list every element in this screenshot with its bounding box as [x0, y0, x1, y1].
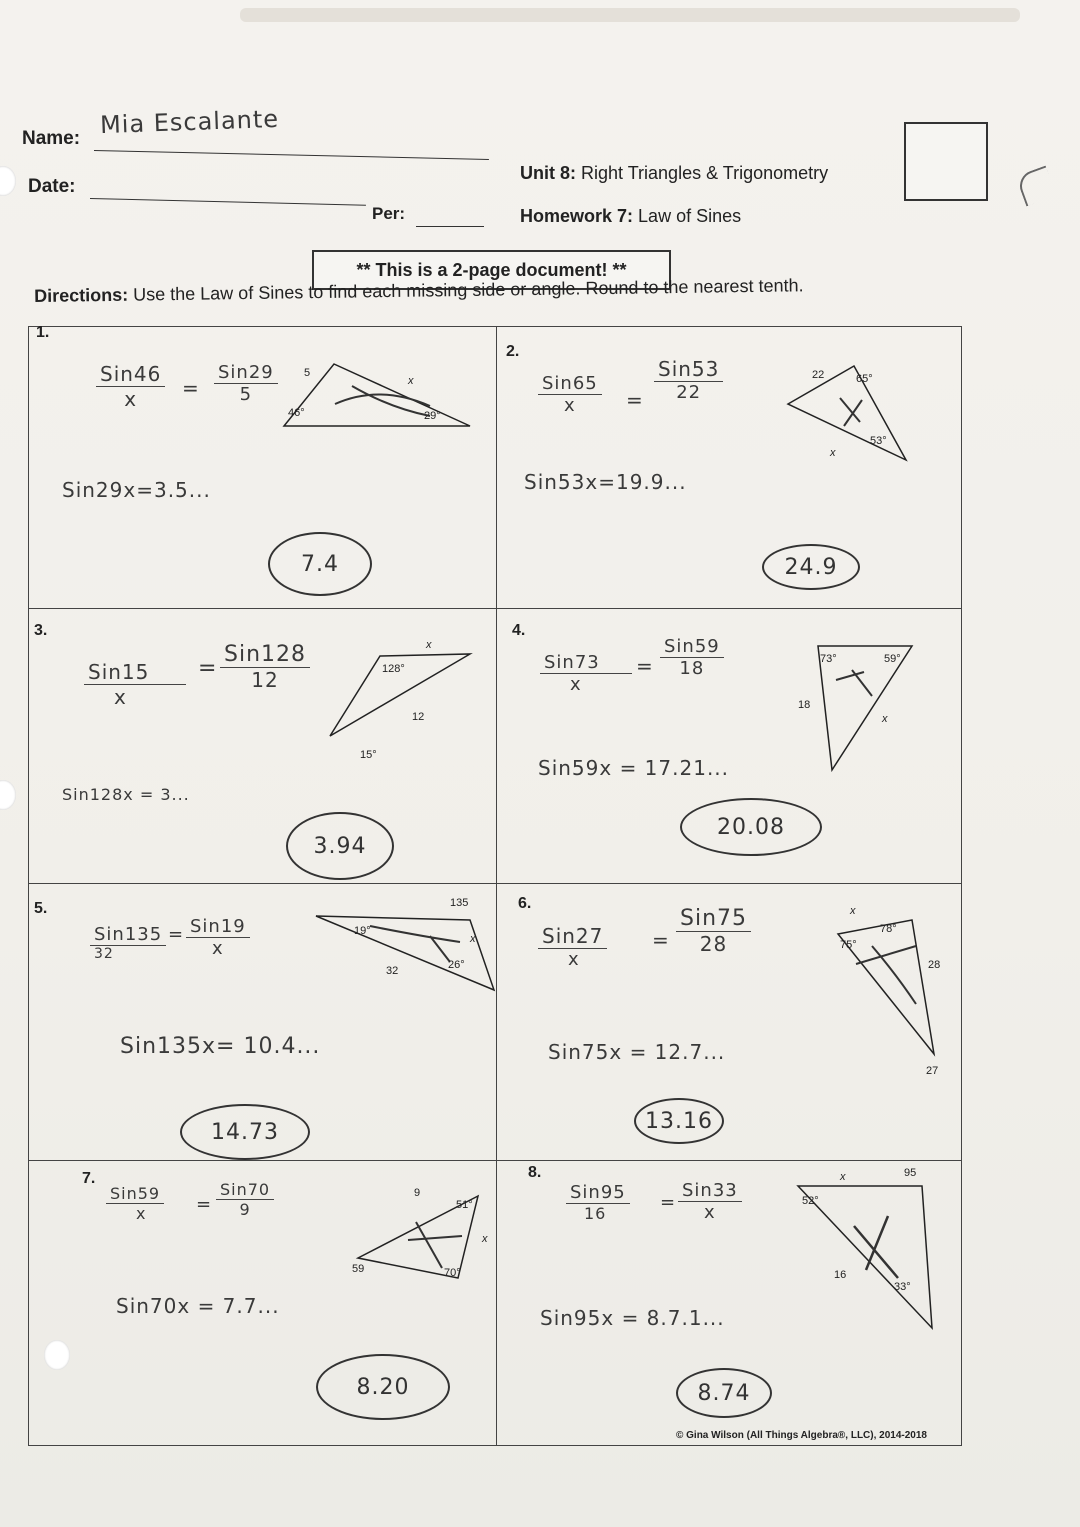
triangle-label: 9 — [414, 1187, 421, 1199]
answer-circle: 8.20 — [316, 1354, 450, 1420]
equation-right: Sin33 x — [678, 1180, 742, 1223]
triangle-label: 53° — [870, 435, 887, 447]
homework-title: Homework 7: Law of Sines — [520, 206, 742, 226]
triangle-label: 29° — [424, 410, 441, 422]
triangle-diagram — [320, 636, 480, 761]
problem-number: 2. — [506, 343, 520, 360]
triangle-label: 46° — [288, 407, 305, 419]
per-label: Per: — [372, 204, 406, 223]
work-line: Sin135x= 10.4... — [120, 1034, 321, 1059]
triangle-label: 16 — [834, 1269, 847, 1281]
triangle-label: x — [840, 1171, 846, 1183]
problem-number: 8. — [528, 1164, 542, 1181]
work-line: Sin75x = 12.7... — [548, 1040, 726, 1064]
equation-left: Sin135 32 — [90, 924, 166, 962]
equation-right: Sin29 5 — [214, 362, 278, 405]
work-line: Sin59x = 17.21... — [538, 756, 730, 780]
equation-left: Sin27 x — [538, 924, 607, 970]
equation-left: Sin65 x — [538, 373, 602, 416]
equation-right: Sin128 12 — [220, 642, 310, 692]
problem-number: 3. — [34, 622, 48, 639]
answer-circle: 8.74 — [676, 1368, 772, 1418]
equation-right: Sin53 22 — [654, 357, 723, 403]
triangle-label: 32 — [386, 965, 399, 977]
per-line[interactable] — [416, 226, 484, 227]
triangle-diagram — [280, 356, 480, 436]
work-line: Sin29x=3.5... — [62, 478, 211, 502]
date-label: Date: — [28, 176, 76, 197]
equation-right: Sin59 18 — [660, 636, 724, 679]
problem-number: 4. — [512, 622, 526, 639]
triangle-label: x — [882, 713, 888, 725]
problem-number: 1. — [36, 324, 50, 341]
triangle-label: 128° — [382, 663, 405, 675]
answer-circle: 3.94 — [286, 812, 394, 880]
equation-right: Sin75 28 — [676, 906, 751, 956]
triangle-label: 51° — [456, 1199, 473, 1211]
triangle-label: 15° — [360, 749, 377, 761]
name-label: Name: — [22, 128, 81, 149]
answer-circle: 13.16 — [634, 1098, 724, 1144]
work-line: Sin70x = 7.7... — [116, 1294, 280, 1318]
two-page-notice: ** This is a 2-page document! ** — [312, 250, 671, 290]
problem-number: 5. — [34, 900, 48, 917]
equation-left: Sin95 16 — [566, 1182, 630, 1223]
triangle-label: 65° — [856, 373, 873, 385]
equation-left: Sin73 x — [540, 652, 632, 695]
triangle-label: 18 — [798, 699, 811, 711]
equation-left: Sin15 x — [84, 660, 186, 709]
triangle-label: 73° — [820, 653, 837, 665]
triangle-label: x — [470, 933, 476, 945]
triangle-label: 26° — [448, 959, 465, 971]
triangle-label: 5 — [304, 367, 311, 379]
triangle-label: 70° — [444, 1267, 461, 1279]
triangle-label: 27 — [926, 1065, 939, 1077]
problem-number: 6. — [518, 895, 532, 912]
triangle-label: x — [830, 447, 836, 459]
triangle-label: 59 — [352, 1263, 365, 1275]
copyright: © Gina Wilson (All Things Algebra®, LLC), 2014-2018 — [676, 1430, 927, 1441]
triangle-label: 75° — [840, 939, 857, 951]
triangle-diagram — [792, 640, 922, 780]
triangle-diagram — [794, 1166, 944, 1336]
triangle-label: 28 — [928, 959, 941, 971]
grade-box[interactable] — [904, 122, 988, 201]
triangle-label: x — [426, 639, 432, 651]
triangle-label: x — [850, 905, 856, 917]
triangle-diagram — [346, 1180, 496, 1280]
answer-circle: 7.4 — [268, 532, 372, 596]
triangle-label: 52° — [802, 1195, 819, 1207]
work-line: Sin53x=19.9... — [524, 470, 687, 494]
triangle-diagram — [816, 894, 956, 1084]
equation-left: Sin59 x — [106, 1184, 164, 1223]
triangle-label: 95 — [904, 1167, 917, 1179]
work-line: Sin128x = 3... — [62, 785, 190, 804]
directions: Directions: Use the Law of Sines to find each missing side or angle. Round to the nearest tenth. — [34, 275, 804, 306]
triangle-label: x — [482, 1233, 488, 1245]
problem-number: 7. — [82, 1170, 96, 1187]
unit-title: Unit 8: Right Triangles & Trigonometry — [520, 163, 829, 183]
answer-circle: 14.73 — [180, 1104, 310, 1160]
triangle-diagram — [784, 360, 914, 470]
binder-hole — [44, 1340, 70, 1370]
answer-circle: 24.9 — [762, 544, 860, 590]
name-value: Mia Escalante — [99, 104, 280, 140]
equation-right: Sin19 x — [186, 916, 250, 959]
work-line: Sin95x = 8.7.1... — [540, 1306, 725, 1330]
triangle-label: 78° — [880, 923, 897, 935]
paper-edge-shadow — [240, 8, 1020, 22]
answer-circle: 20.08 — [680, 798, 822, 856]
triangle-label: 59° — [884, 653, 901, 665]
equation-right: Sin70 9 — [216, 1180, 274, 1219]
triangle-diagram — [310, 896, 500, 996]
triangle-label: 19° — [354, 925, 371, 937]
triangle-label: 12 — [412, 711, 425, 723]
equation-left: Sin46 x — [96, 362, 165, 411]
triangle-label: x — [408, 375, 414, 387]
triangle-label: 33° — [894, 1281, 911, 1293]
triangle-label: 135 — [450, 897, 469, 909]
triangle-label: 22 — [812, 369, 825, 381]
